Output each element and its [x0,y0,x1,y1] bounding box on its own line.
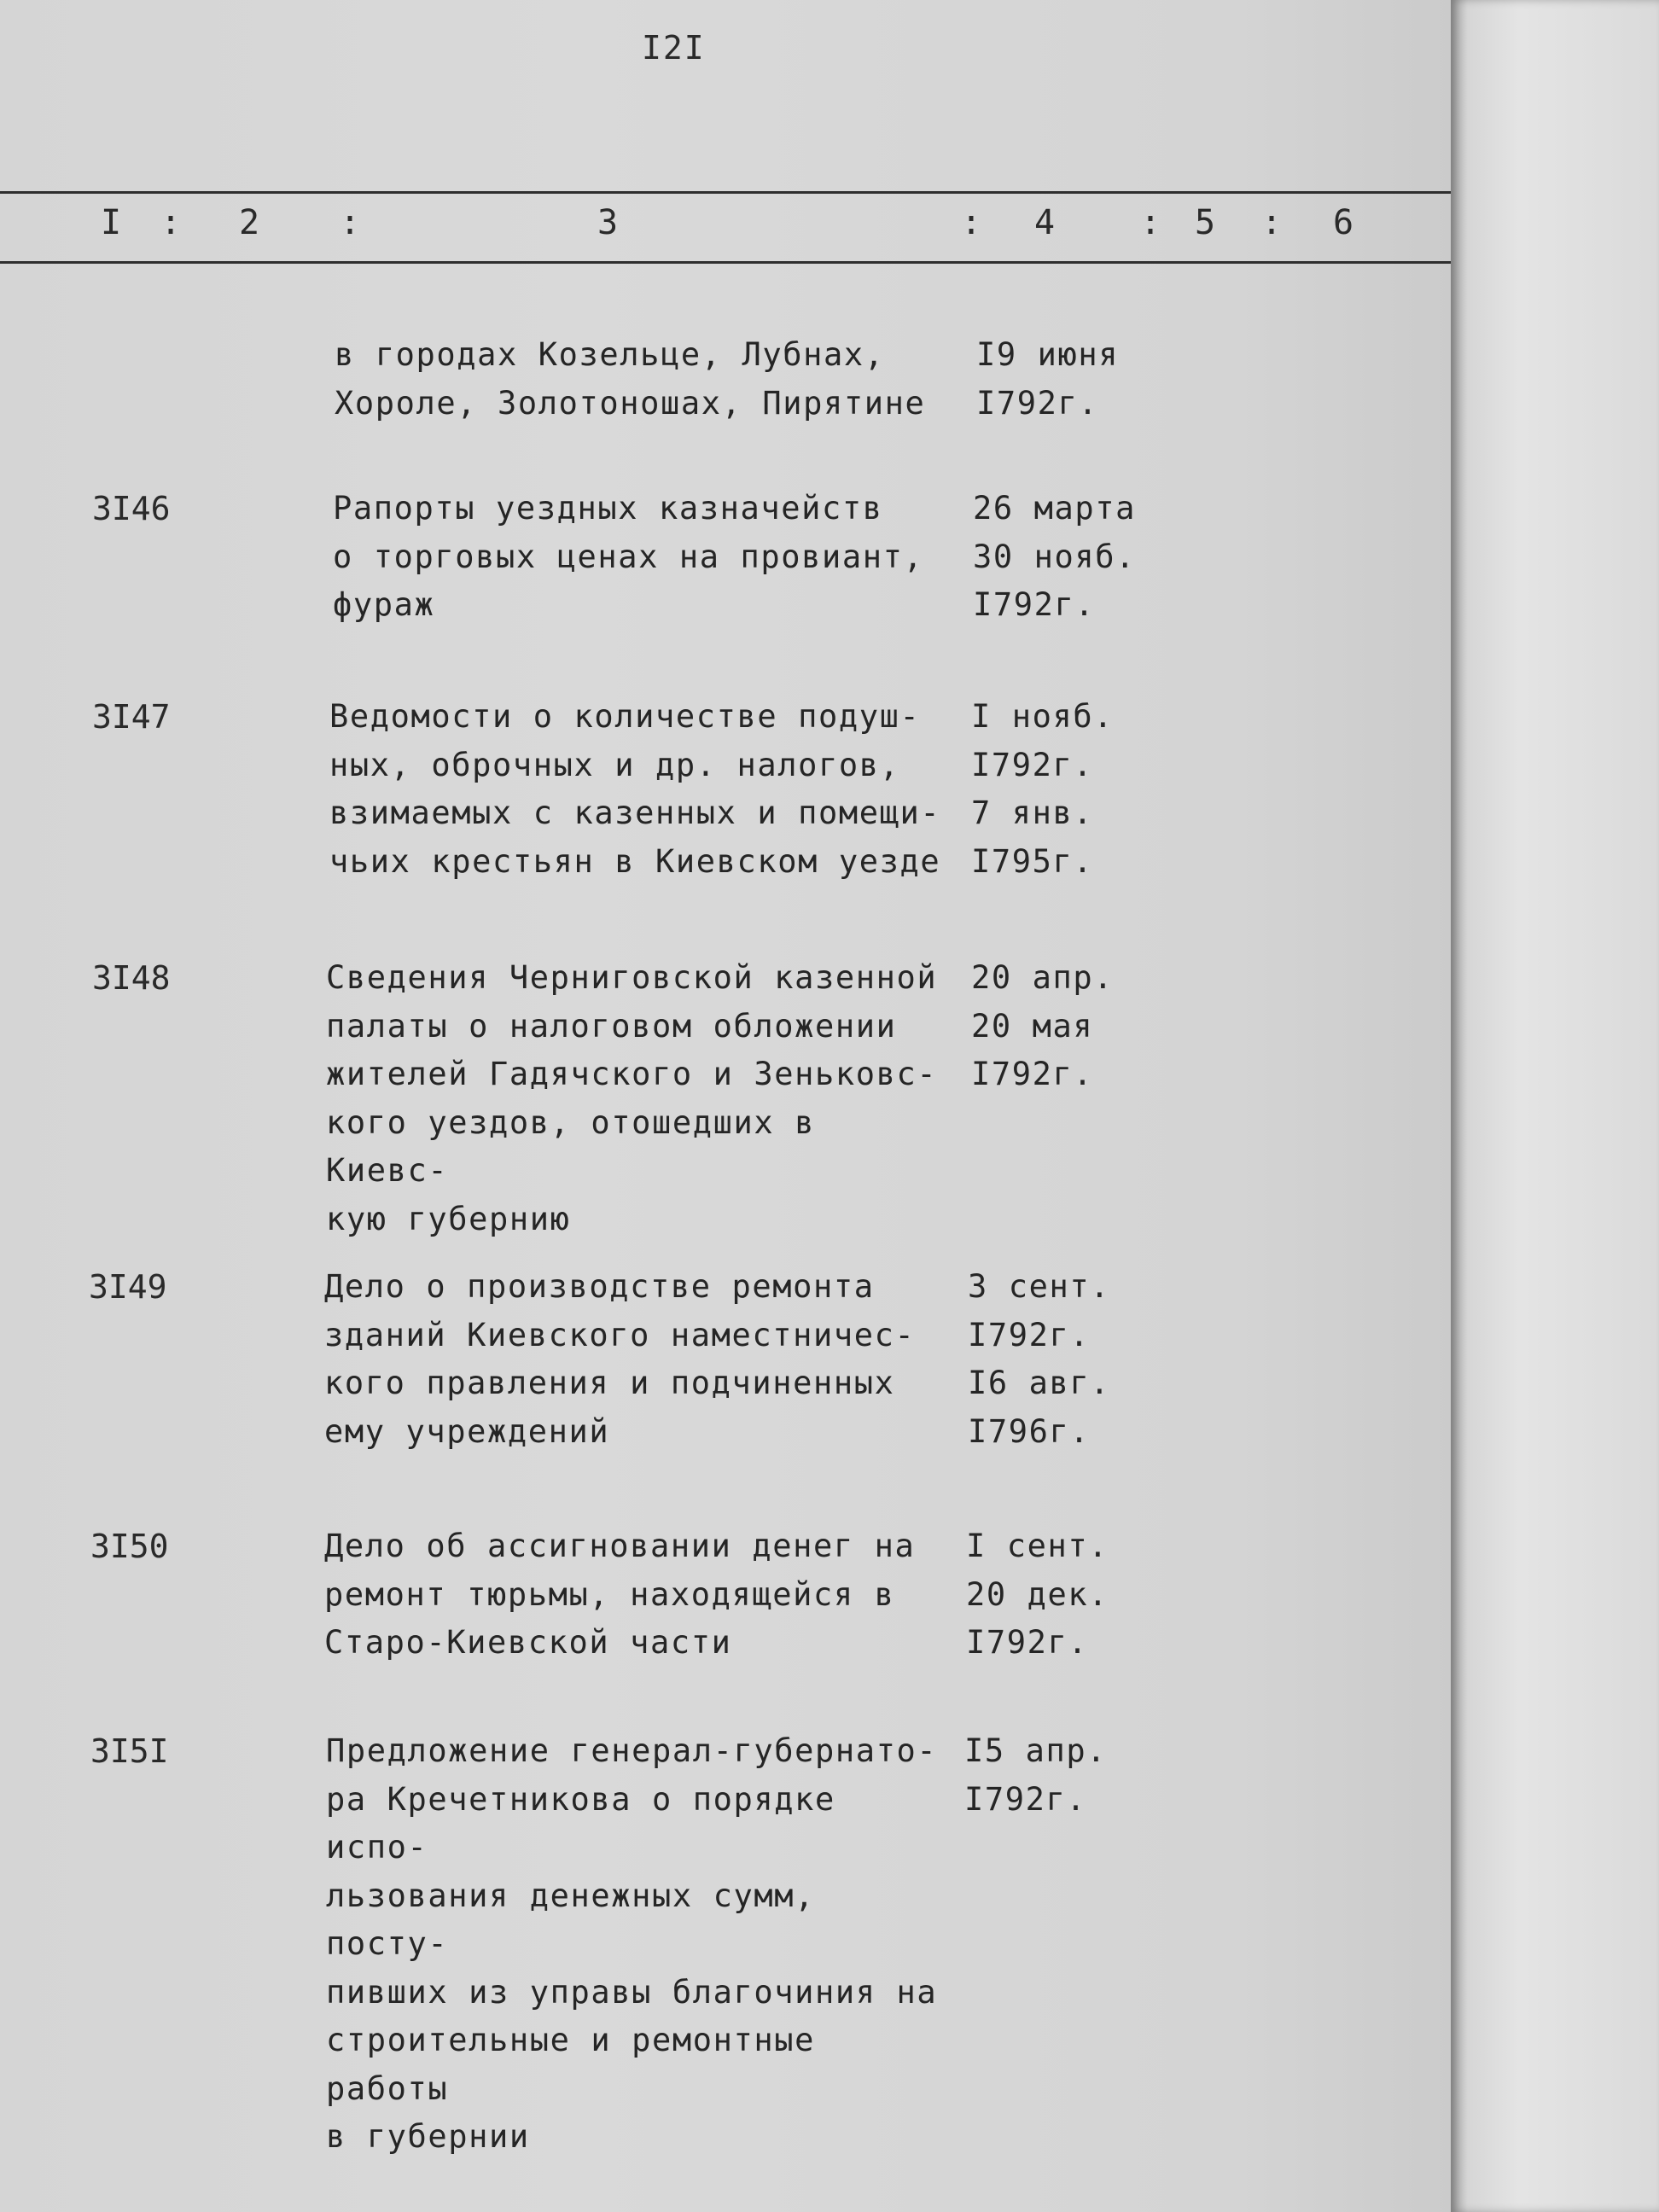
column-separator: : [1140,203,1161,242]
entry-number: 3I49 [89,1268,167,1306]
column-header-4: 4 [1034,203,1056,242]
adjacent-page-edge [1451,0,1659,2212]
column-separator: : [961,203,982,242]
entry-title: Ведомости о количестве подуш- ных, оброчных и др. налогов, взимаемых с казенных и помещи- чьих крестьян в Киевском уезде [329,698,941,880]
column-header-5: 5 [1195,203,1216,242]
entry-dates: 3 сент. I792г. I6 авг. I796г. [968,1268,1111,1450]
entry-title: Дело о производстве ремонта зданий Киевского наместничес- кого правления и подчиненных ему учреждений [324,1268,916,1450]
entry-title: в городах Козельце, Лубнах, Хороле, Золотоношах, Пирятине [335,336,926,422]
entry-dates: I нояб. I792г. 7 янв. I795г. [971,698,1115,880]
entry-dates: 20 апр. 20 мая I792г. [971,959,1115,1092]
column-header-2: 2 [239,203,260,242]
column-header-1: I [101,203,122,242]
entry-title: Сведения Черниговской казенной палаты о налоговом обложении жителей Гадячского и Зеньковс- кого уездов, отошедших в Киевс- кую губернию [326,959,938,1237]
column-separator: : [1261,203,1283,242]
header-rule-bottom [0,261,1456,264]
entry-number: 3I5I [90,1732,169,1770]
entry-number: 3I46 [92,490,171,527]
entry-number: 3I47 [92,698,171,736]
entry-title: Рапорты уездных казначейств о торговых ценах на провиант, фураж [333,490,924,623]
entry-title: Дело об ассигновании денег на ремонт тюрьмы, находящейся в Старо-Киевской части [324,1528,916,1661]
column-separator: : [340,203,361,242]
column-separator: : [160,203,182,242]
entry-dates: I5 апр. I792г. [964,1732,1108,1818]
header-rule-top [0,191,1456,194]
column-header-3: 3 [597,203,619,242]
entry-title: Предложение генерал-губернато- ра Кречетникова о порядке испо- льзования денежных сумм, посту- пивших из управы благочиния на строительные и ремонтные работы в губернии [326,1732,938,2155]
column-header-6: 6 [1333,203,1354,242]
entry-number: 3I50 [90,1528,169,1565]
entry-number: 3I48 [92,959,171,997]
page-number: I2I [642,29,706,67]
entry-dates: 26 марта 30 нояб. I792г. [973,490,1137,623]
entry-dates: I сент. 20 дек. I792г. [966,1528,1109,1661]
entry-dates: I9 июня I792г. [976,336,1120,422]
